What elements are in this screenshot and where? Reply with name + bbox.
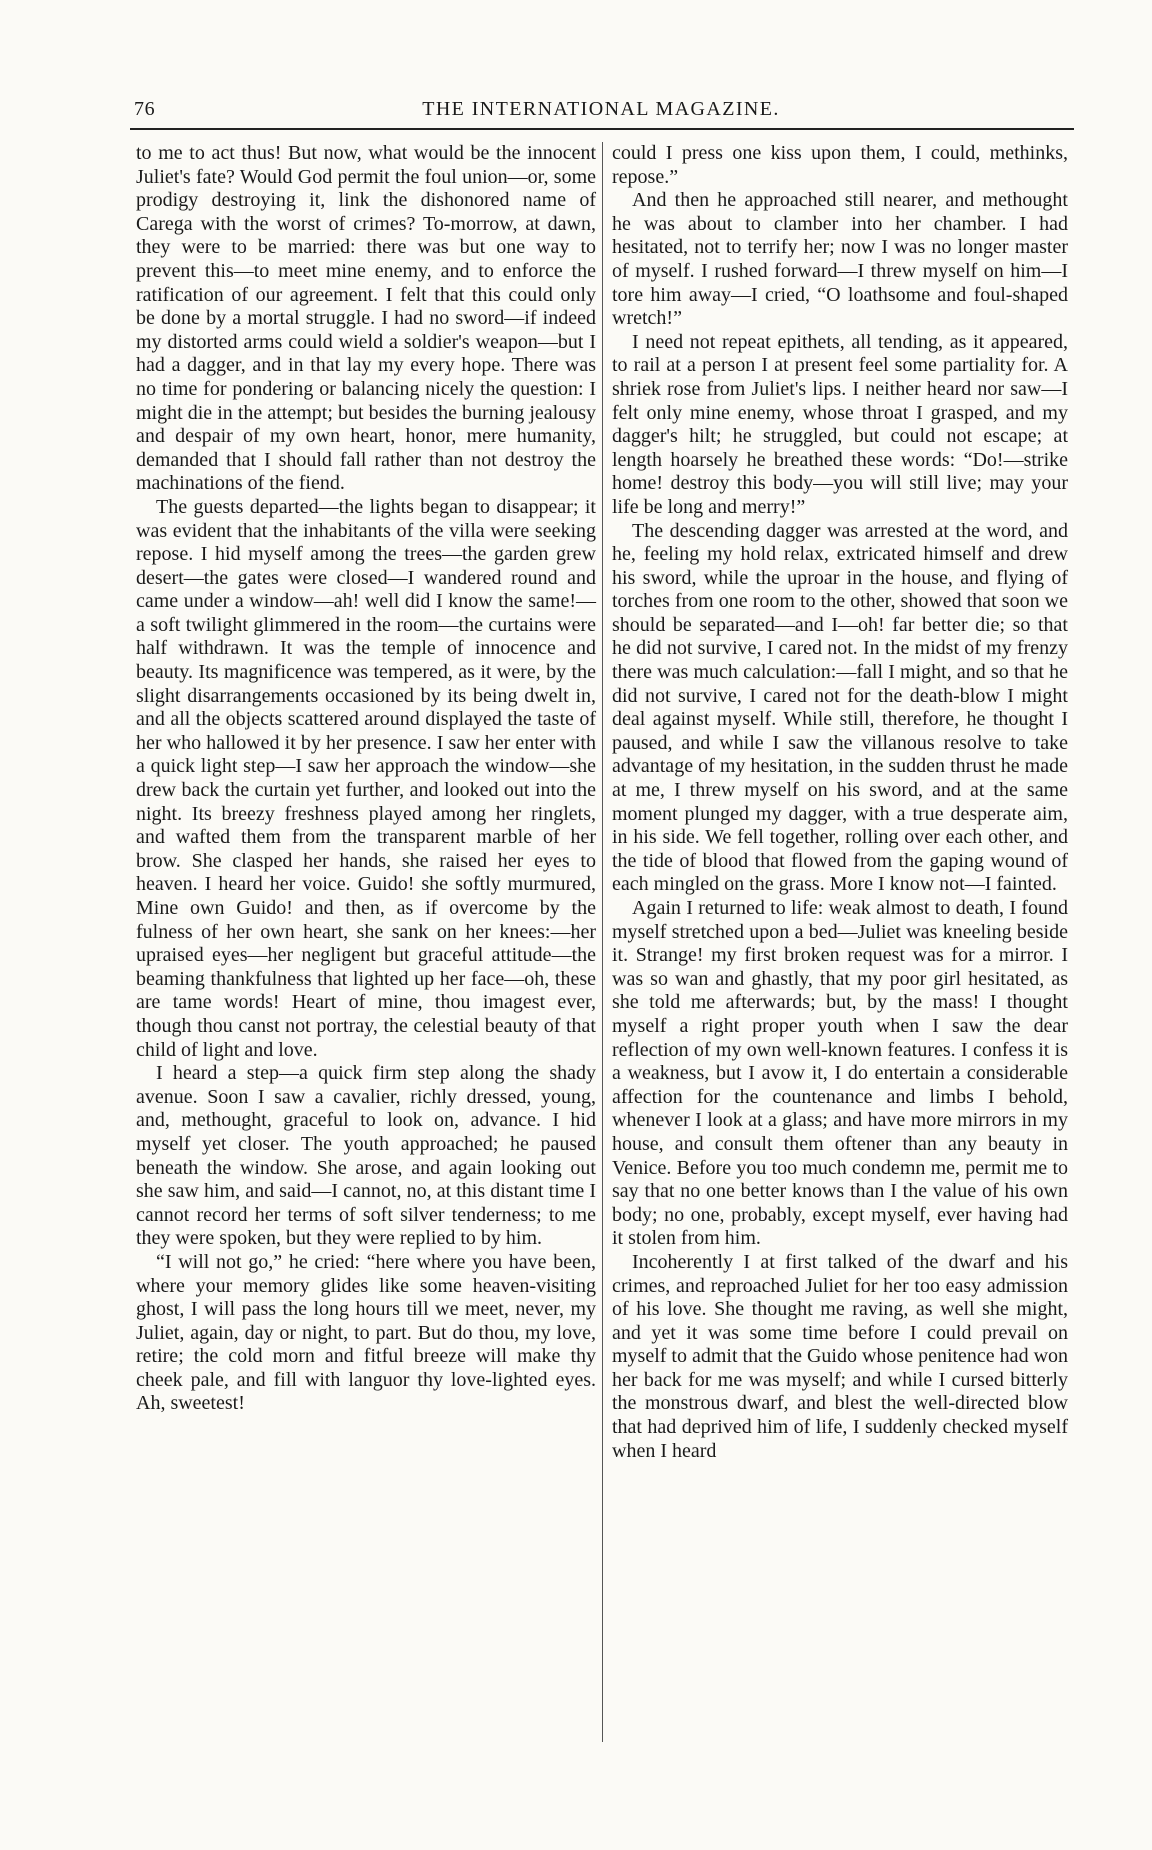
right-column (612, 142, 1068, 1463)
paragraph: to me to act thus! But now, what would be the innocent Juliet's fate? Would God permit the foul union—or, some prodigy destroying it, link the dishonored name of Carega with the worst of crimes? To-morrow, at dawn, they were to be married: there was but one way to prevent this—to meet mine enemy, and to enforce the ratification of our agreement. I felt that this could only be done by a mortal struggle. I had no sword—if indeed my distorted arms could wield a soldier's weapon—but I had a dagger, and in that lay my every hope. There was no time for pondering or balancing nicely the question: I might die in the attempt; but besides the burning jealousy and despair of my own heart, honor, mere humanity, demanded that I should fall rather than not destroy the machinations of the fiend. (136, 142, 596, 495)
paragraph: Incoherently I at first talked of the dwarf and his crimes, and reproached Juliet for her too easy admission of his love. She thought me raving, as well she might, and yet it was some time before I could prevail on myself to admit that the Guido whose penitence had won her back for me was myself; and while I cursed bitterly the monstrous dwarf, and blest the well-directed blow that had deprived him of life, I suddenly checked myself when I heard (612, 1250, 1069, 1462)
header-rule (130, 128, 1074, 130)
paragraph: And then he approached still nearer, and methought he was about to clamber into her chamber. I had hesitated, not to terrify her; now I was no longer master of myself. I rushed forward—I threw myself on him—I tore him away—I cried, “O loathsome and foul-shaped wretch!” (612, 189, 1068, 330)
paragraph: The descending dagger was arrested at the word, and he, feeling my hold relax, extricated himself and drew his sword, while the uproar in the house, and flying of torches from one room to the other, showed that soon we should be separated—and I—oh! far better die; so that he did not survive, I cared not. In the midst of my frenzy there was much calculation:—fall I might, and so that he did not survive, I cared not for the death-blow I might deal against myself. While still, therefore, he thought I paused, and while I saw the villanous resolve to take advantage of my hesitation, in the sudden thrust he made at me, I threw myself on his sword, and at the same moment plunged my dagger, with a true desperate aim, in his side. We fell together, rolling over each other, and the tide of blood that flowed from the gaping wound of each mingled on the grass. More I know not—I fainted. (612, 519, 1068, 896)
paragraph: I heard a step—a quick firm step along the shady avenue. Soon I saw a cavalier, richly dressed, young, and, methought, graceful to look on, advance. I hid myself yet closer. The youth approached; he paused beneath the window. She arose, and again looking out she saw him, and said—I cannot, no, at this distant time I cannot record her terms of soft silver tenderness; to me they were spoken, but they were replied to by him. (136, 1062, 596, 1250)
paragraph: could I press one kiss upon them, I could, methinks, repose.” (612, 142, 1068, 188)
column-divider (602, 142, 603, 1742)
left-column (136, 142, 596, 1416)
page-header (128, 98, 1074, 128)
paragraph: Again I returned to life: weak almost to death, I found myself stretched upon a bed—Juliet was kneeling beside it. Strange! my first broken request was for a mirror. I was so wan and ghastly, that my poor girl hesitated, as she told me afterwards; but, by the mass! I thought myself a right proper youth when I saw the dear reflection of my own well-known features. I confess it is a weakness, but I avow it, I do entertain a considerable affection for the countenance and limbs I behold, whenever I look at a glass; and have more mirrors in my house, and consult them oftener than any beauty in Venice. Before you too much condemn me, permit me to say that no one better knows than I the value of his own body; no one, probably, except myself, ever having had it stolen from him. (612, 897, 1068, 1250)
running-title: THE INTERNATIONAL MAGAZINE. (422, 98, 780, 120)
page-number: 76 (134, 98, 156, 120)
paragraph: “I will not go,” he cried: “here where you have been, where your memory glides like some heaven-visiting ghost, I will pass the long hours till we meet, never, my Juliet, again, day or night, to part. But do thou, my love, retire; the cold morn and fitful breeze will make thy cheek pale, and fill with languor thy love-lighted eyes. Ah, sweetest! (136, 1250, 596, 1415)
paragraph: The guests departed—the lights began to disappear; it was evident that the inhabitants of the villa were seeking repose. I hid myself among the trees—the garden grew desert—the gates were closed—I wandered round and came under a window—ah! well did I know the same!—a soft twilight glimmered in the room—the curtains were half withdrawn. It was the temple of innocence and beauty. Its magnificence was tempered, as it were, by the slight disarrangements occasioned by its being dwelt in, and all the objects scattered around displayed the taste of her who hallowed it by her presence. I saw her enter with a quick light step—I saw her approach the window—she drew back the curtain yet further, and looked out into the night. Its breezy freshness played among her ringlets, and wafted them from the transparent marble of her brow. She clasped her hands, she raised her eyes to heaven. I heard her voice. Guido! she softly murmured, Mine own Guido! and then, as if overcome by the fulness of her own heart, she sank on her knees:—her upraised eyes—her negligent but graceful attitude—the beaming thankfulness that lighted up her face—oh, these are tame words! Heart of mine, thou imagest ever, though thou canst not portray, the celestial beauty of that child of light and love. (136, 495, 596, 1061)
paragraph: I need not repeat epithets, all tending, as it appeared, to rail at a person I at present feel some partiality for. A shriek rose from Juliet's lips. I neither heard nor saw—I felt only mine enemy, whose throat I grasped, and my dagger's hilt; he struggled, but could not escape; at length hoarsely he breathed these words: “Do!—strike home! destroy this body—you will still live; may your life be long and merry!” (612, 330, 1068, 518)
